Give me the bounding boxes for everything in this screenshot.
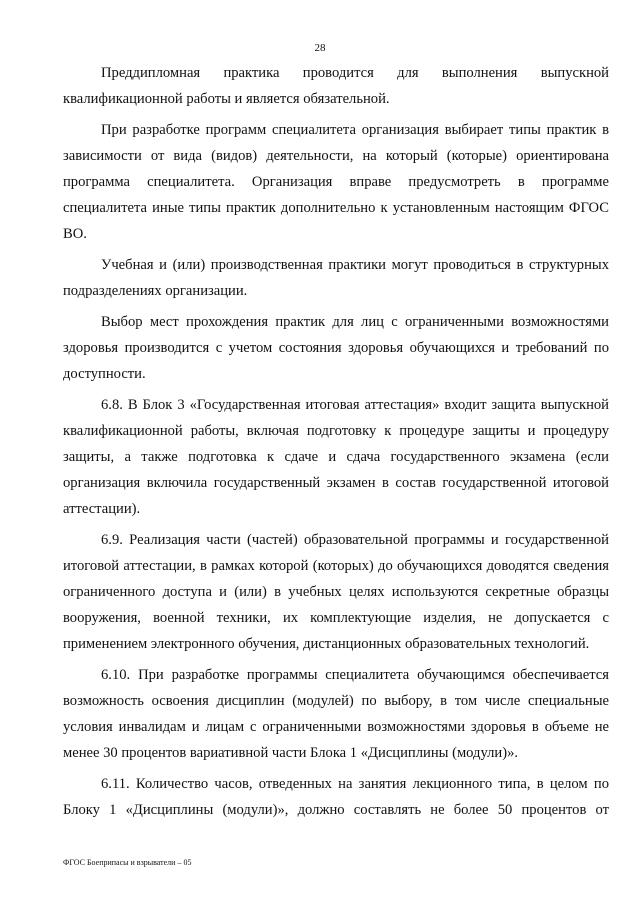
paragraph-structural-units: Учебная и (или) производственная практики могут проводиться в структурных подразделениях организации.	[63, 257, 609, 299]
paragraph-6-8: 6.8. В Блок 3 «Государственная итоговая аттестация» входит защита выпускной квалификационной работы, включая подготовку к процедуре защиты и процедуру защиты, а также подготовка к сдаче и сдача государственного экзамена (если организация включила государственный экзамен в состав государственной итоговой аттестации).	[63, 397, 609, 517]
paragraph-predegree-practice: Преддипломная практика проводится для выполнения выпускной квалификационной работы и является обязательной.	[63, 65, 609, 107]
paragraph-practice-types: При разработке программ специалитета организация выбирает типы практик в зависимости от вида (видов) деятельности, на который (которые) ориентирована программа специалитета. Организация вправе предусмотреть в программе специалитета иные типы практик дополнительно к установленным настоящим ФГОС ВО.	[63, 122, 609, 242]
paragraph-disabilities-practice: Выбор мест прохождения практик для лиц с ограниченными возможностями здоровья производится с учетом состояния здоровья обучающихся и требований по доступности.	[63, 314, 609, 382]
document-body	[63, 60, 609, 828]
page-footer: ФГОС Боеприпасы и взрыватели – 05	[63, 858, 192, 867]
paragraph-6-9: 6.9. Реализация части (частей) образовательной программы и государственной итоговой аттестации, в рамках которой (которых) до обучающихся доводятся сведения ограниченного доступа и (или) в учебных целях используются секретные образцы вооружения, военной техники, их комплектующие изделия, не допускается с применением электронного обучения, дистанционных образовательных технологий.	[63, 532, 609, 652]
page-number: 28	[314, 42, 326, 54]
paragraph-6-11: 6.11. Количество часов, отведенных на занятия лекционного типа, в целом по Блоку 1 «Дисциплины (модули)», должно составлять не более 50 процентов от	[63, 776, 609, 818]
paragraph-6-10: 6.10. При разработке программы специалитета обучающимся обеспечивается возможность освоения дисциплин (модулей) по выбору, в том числе специальные условия инвалидам и лицам с ограниченными возможностями здоровья в объеме не менее 30 процентов вариативной части Блока 1 «Дисциплины (модули)».	[63, 667, 609, 761]
